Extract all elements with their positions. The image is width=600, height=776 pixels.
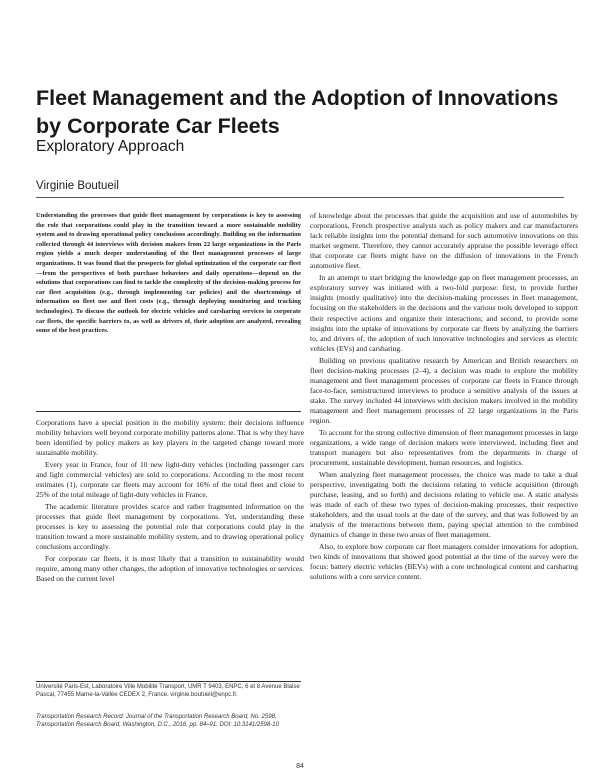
body-paragraph: The academic literature provides scarce and rather fragmented information on the processes that guide fleet management by corporations. Yet, understanding these processes is key to assessing the potential role that corporations could play in the transition toward a more sustainable mobility system, and to drawing operational policy conclusions accordingly.: [36, 501, 304, 552]
body-paragraph: For corporate car fleets, it is most likely that a transition to sustainability would require, among many other changes, the adoption of innovative technologies or services. Based on the current level: [36, 554, 304, 584]
affiliation-footnote: Université Paris-Est, Laboratoire Ville Mobilité Transport, UMR T 9403, ENPC, 6 et 8 Avenue Blaise Pascal, 77455 Marne-la-Vallée CEDEX 2, France. virginie.boutueil@enpc.fr.: [36, 684, 300, 698]
body-paragraph: Also, to explore how corporate car fleet managers consider innovations for adoption, two kinds of innovations that showed good potential at the time of the survey were the focus: battery electric vehicles (BEVs) with a core technological content and carsharing solutions with a core service content.: [310, 541, 578, 582]
body-paragraph: When analyzing fleet management processes, the choice was made to take a dual perspective, investigating both the decisions relating to vehicle acquisition (through purchase, leasing, and so forth) and decisions relating to vehicle use. A static analysis was made of each of these two types of decision-making processes, their respective stakeholders, and the usual tools at the date of the survey, and that was followed by an analysis of the interactions between them, paying special attention to the combined dynamics of change in these two areas of fleet management.: [310, 469, 578, 540]
right-column: [310, 211, 578, 584]
header-rule: [36, 197, 564, 198]
left-column: [36, 418, 304, 586]
footnote-rule: [36, 681, 301, 682]
body-paragraph: In an attempt to start bridging the knowledge gap on fleet management processes, an exploratory survey was initiated with a two-fold purpose: first, to provide further insights (mostly qualitative) into the decision-making processes in fleet management, focusing on the stakeholders in the decisions and the various tools developed to support their respective actions and organize their interactions; and second, to provide some insights into the uptake of innovations by corporate car fleets by analyzing the barriers to, and drivers of, the adoption of such innovative technologies and services as electric vehicles (EVs) and carsharing.: [310, 273, 578, 353]
abstract: Understanding the processes that guide fleet management by corporations is key to assessing the role that corporations could play in the transition toward a more sustainable mobility system and to drawing operational policy conclusions accordingly. Building on the information collected through 44 interviews with decision makers from 22 large organizations in the Paris region yields a much deeper understanding of the fleet management processes of large organizations. It was found that the prospects for global optimization of the corporate car fleet—from the perspectives of both purchase behaviors and daily operations—depend on the solutions that corporations can find to tackle the complexity of the decision-making process for car fleet acquisition (e.g., through implementing car policies) and the shortcomings of information on fleet use and fleet costs (e.g., through deploying monitoring and tracking technologies). To discuss the outlook for electric vehicles and carsharing services in corporate car fleets, the specific barriers to, as well as drivers of, their adoption are analyzed, revealing some of the best practices.: [36, 212, 301, 335]
paper-title: Fleet Management and the Adoption of Innovations by Corporate Car Fleets: [36, 86, 559, 138]
citation-footnote: Transportation Research Record: Journal of the Transportation Research Board, No. 2598, Transportation Research Board, Washington, D.C., 2016, pp. 84–91. DOI: 10.3141/2598-10: [36, 714, 279, 728]
author-name: Virginie Boutueil: [36, 180, 119, 192]
body-paragraph: Corporations have a special position in the mobility system: their decisions influence mobility behaviors well beyond corporate mobility patterns alone. That is why they have been identified by policy makers as key players in the targeted change toward more sustainable mobility.: [36, 418, 304, 458]
abstract-separator: [36, 411, 301, 412]
body-paragraph: Building on previous qualitative research by American and British researchers on fleet decision-making processes (2–4), a decision was made to explore the mobility management and fleet management processes of corporate car fleets in France through face-to-face, semistructured interviews to produce a sensitive analysis of the issues at stake. The survey included 44 interviews with decision makers involved in the mobility management and fleet management processes of 22 large organizations in the Paris region.: [310, 355, 578, 426]
body-paragraph: Every year in France, four of 10 new light-duty vehicles (including passenger cars and light commercial vehicles) are sold to corporations. According to the most recent estimates (1), corporate car fleets may account for 16% of the total fleet and close to 25% of the total mileage of light-duty vehicles in France.: [36, 459, 304, 500]
page-number: 84: [296, 763, 304, 770]
body-paragraph: To account for the strong collective dimension of fleet management processes in large organizations, a wide range of decision makers were interviewed, including fleet and transport managers but also representatives from the departments in charge of procurement, sustainable development, human resources, and logistics.: [310, 427, 578, 468]
paper-subtitle: Exploratory Approach: [36, 138, 185, 155]
body-paragraph: of knowledge about the processes that guide the acquisition and use of automobiles by corporations, French prospective analysts such as policy makers and car manufacturers lack reliable insights into the potential demand for such automotive innovations on this market segment. Therefore, they cannot accurately appraise the possible leverage effect that corporate car fleets might have on the diffusion of innovations in the French automotive fleet.: [310, 211, 578, 271]
